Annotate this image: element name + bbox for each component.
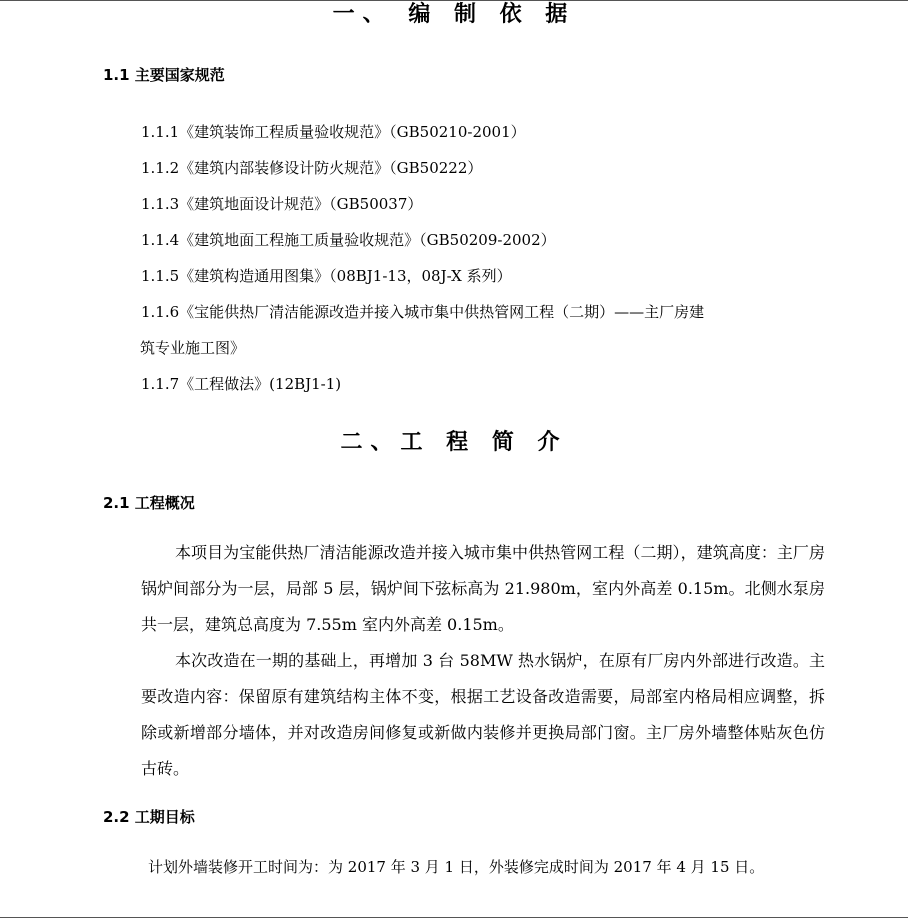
bottom-page-rule	[0, 917, 908, 918]
project-overview-paragraph-1: 本项目为宝能供热厂清洁能源改造并接入城市集中供热管网工程（二期），建筑高度：主厂房锅炉间部分为一层，局部 5 层，锅炉间下弦标高为 21.980m，室内外高差 0.15m。北侧水泵房共一层，建筑总高度为 7.55m 室内外高差 0.15m。	[141, 543, 825, 634]
schedule-paragraph: 计划外墙装修开工时间为：为 2017 年 3 月 1 日，外装修完成时间为 2017 年 4 月 15 日。	[148, 858, 765, 876]
project-overview-paragraph-2: 本次改造在一期的基础上，再增加 3 台 58MW 热水锅炉，在原有厂房内外部进行改造。主要改造内容：保留原有建筑结构主体不变，根据工艺设备改造需要，局部室内格局相应调整，拆除或新增部分墙体，并对改造房间修复或新做内装修并更换局部门窗。主厂房外墙整体贴灰色仿古砖。	[141, 651, 825, 778]
section-2-title: 二、工 程 简 介	[340, 430, 568, 455]
section-2-1-heading: 2.1 工程概况	[103, 494, 195, 512]
regulation-item-multiline	[141, 294, 831, 366]
regulation-item: 1.1.1《建筑装饰工程质量验收规范》（GB50210-2001）	[141, 123, 526, 141]
regulation-list	[141, 114, 831, 402]
regulation-item: 1.1.2《建筑内部装修设计防火规范》（GB50222）	[141, 159, 483, 177]
regulation-item-line-1: 1.1.6《宝能供热厂清洁能源改造并接入城市集中供热管网工程（二期）——主厂房建	[141, 303, 705, 321]
regulation-item: 1.1.5《建筑构造通用图集》（08BJ1-13，08J-X 系列）	[141, 267, 512, 285]
regulation-item: 1.1.4《建筑地面工程施工质量验收规范》（GB50209-2002）	[141, 231, 556, 249]
regulation-item: 1.1.7《工程做法》(12BJ1-1)	[141, 375, 342, 393]
section-1-title: 一、 编 制 依 据	[332, 2, 576, 27]
regulation-item: 1.1.3《建筑地面设计规范》（GB50037）	[141, 195, 423, 213]
regulation-item-line-2: 筑专业施工图》	[140, 339, 246, 357]
section-2-2-heading: 2.2 工期目标	[103, 808, 195, 826]
section-1-1-heading: 1.1 主要国家规范	[103, 66, 225, 84]
